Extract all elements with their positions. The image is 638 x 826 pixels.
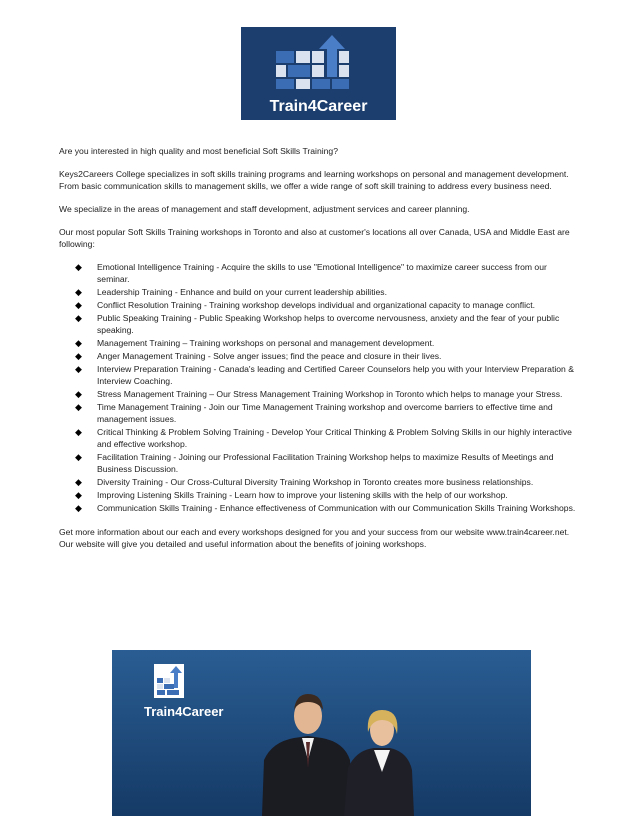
- specialization-areas: We specialize in the areas of management and staff development, adjustment services and career planning.: [59, 204, 470, 214]
- workshop-text: Public Speaking Training - Public Speaking Workshop helps to overcome nervousness, anxiety and the fear of your public speaking.: [97, 313, 560, 335]
- diamond-icon: ◆: [75, 427, 82, 437]
- train4career-logo: [241, 27, 396, 120]
- diamond-icon: ◆: [75, 477, 82, 487]
- workshop-text: Stress Management Training – Our Stress Management Training Workshop in Toronto which helps to manage your Stress.: [97, 389, 563, 399]
- diamond-icon: ◆: [75, 338, 82, 348]
- logo-text: Train4Career: [269, 98, 368, 115]
- diamond-icon: ◆: [75, 490, 82, 500]
- list-item: [75, 476, 579, 488]
- list-item: [75, 363, 579, 387]
- workshop-text: Diversity Training - Our Cross-Cultural Diversity Training Workshop in Toronto creates more business relationships.: [97, 477, 534, 487]
- workshop-text: Improving Listening Skills Training - Learn how to improve your listening skills with the help of our workshop.: [97, 490, 508, 500]
- diamond-icon: ◆: [75, 287, 82, 297]
- diamond-icon: ◆: [75, 503, 82, 513]
- workshop-text: Management Training – Training workshops on personal and management development.: [97, 338, 435, 348]
- workshop-text: Anger Management Training - Solve anger issues; find the peace and closure in their lives.: [97, 351, 442, 361]
- list-item: [75, 388, 579, 400]
- intro-question: Are you interested in high quality and most beneficial Soft Skills Training?: [59, 146, 338, 156]
- college-description: Keys2Careers College specializes in soft skills training programs and learning workshops on personal and management development. From basic communication skills to management skills, we offer a wide range of soft skill training to address every business need.: [59, 169, 569, 191]
- diamond-icon: ◆: [75, 402, 82, 412]
- list-item: [75, 489, 579, 501]
- list-item: [75, 401, 579, 425]
- diamond-icon: ◆: [75, 364, 82, 374]
- banner-graphic-icon: [112, 650, 531, 816]
- list-item: [75, 261, 579, 285]
- diamond-icon: ◆: [75, 313, 82, 323]
- document-body: [59, 145, 579, 561]
- workshop-text: Communication Skills Training - Enhance effectiveness of Communication with our Communication Skills Training Workshops.: [97, 503, 576, 513]
- workshop-text: Critical Thinking & Problem Solving Training - Develop Your Critical Thinking & Problem Solving Skills in our highly interactive and effective workshop.: [97, 427, 572, 449]
- list-item: [75, 451, 579, 475]
- banner-image: [112, 650, 531, 816]
- list-item: [75, 337, 579, 349]
- list-item: [75, 312, 579, 336]
- list-item: [75, 426, 579, 450]
- diamond-icon: ◆: [75, 262, 82, 272]
- list-item: [75, 299, 579, 311]
- diamond-icon: ◆: [75, 351, 82, 361]
- list-item: [75, 286, 579, 298]
- banner-logo-text: Train4Career: [144, 704, 224, 719]
- workshop-text: Time Management Training - Join our Time Management Training workshop and overcome barriers to effective time and management issues.: [97, 402, 553, 424]
- workshop-text: Facilitation Training - Joining our Professional Facilitation Training Workshop helps to maximize Results of Meetings and Business Discussion.: [97, 452, 554, 474]
- workshop-text: Interview Preparation Training - Canada's leading and Certified Career Counselors help you with your Interview Preparation & Interview Coaching.: [97, 364, 574, 386]
- workshop-list: [59, 261, 579, 514]
- logo-graphic-icon: [241, 27, 396, 120]
- list-item: [75, 350, 579, 362]
- diamond-icon: ◆: [75, 389, 82, 399]
- workshops-intro: Our most popular Soft Skills Training workshops in Toronto and also at customer's locations all over Canada, USA and Middle East are following:: [59, 227, 570, 249]
- list-item: [75, 502, 579, 514]
- diamond-icon: ◆: [75, 300, 82, 310]
- banner-logo-icon: [154, 664, 184, 698]
- workshop-text: Conflict Resolution Training - Training workshop develops individual and organizational capacity to manage conflict.: [97, 300, 536, 310]
- workshop-text: Leadership Training - Enhance and build on your current leadership abilities.: [97, 287, 387, 297]
- diamond-icon: ◆: [75, 452, 82, 462]
- workshop-text: Emotional Intelligence Training - Acquire the skills to use "Emotional Intelligence" to maximize career success from our seminar.: [97, 262, 547, 284]
- closing-paragraph: Get more information about our each and every workshops designed for you and your success from our website www.train4career.net. Our website will give you detailed and useful information about the benefits of joining workshops.: [59, 527, 570, 549]
